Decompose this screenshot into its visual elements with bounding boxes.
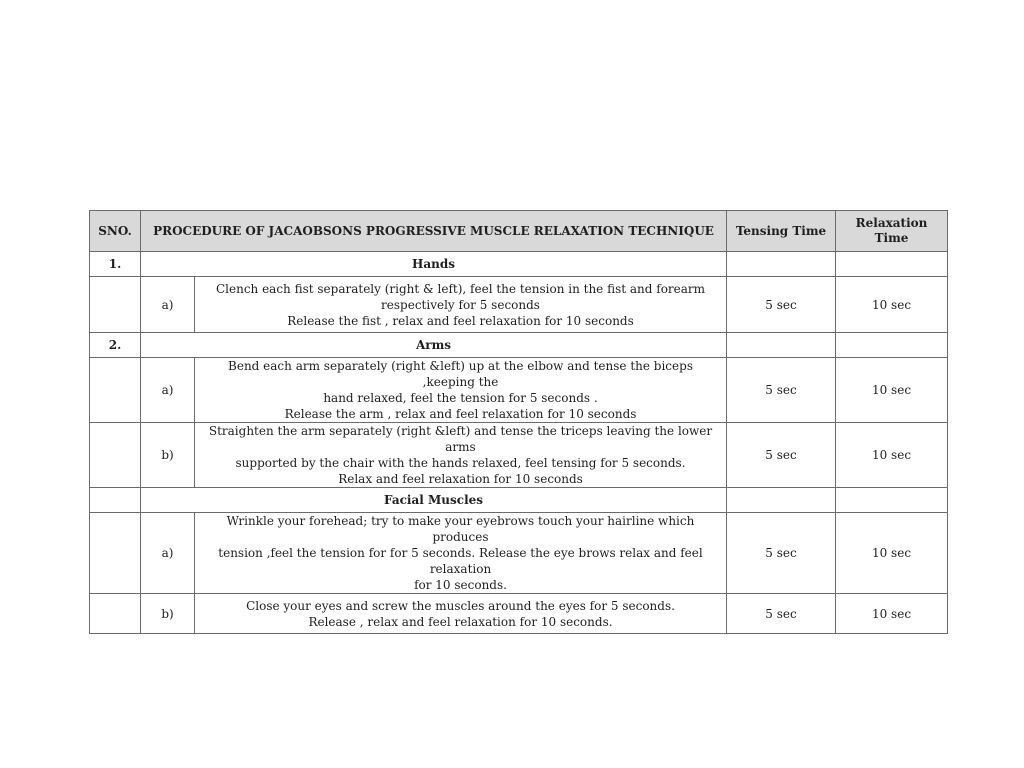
procedure-cell xyxy=(195,358,727,423)
row-sub-label: a) xyxy=(141,277,195,333)
table-row xyxy=(90,358,948,423)
empty-cell xyxy=(727,252,836,277)
procedure-line: Release the arm , relax and feel relaxation for 10 seconds xyxy=(284,407,637,421)
table-row xyxy=(90,594,948,634)
procedure-line: Straighten the arm separately (right &left) and tense the triceps leaving the lower arms xyxy=(208,424,713,454)
procedure-cell xyxy=(195,513,727,594)
section-title: Hands xyxy=(141,252,727,277)
procedure-line: for 10 seconds. xyxy=(414,578,507,592)
procedure-line: hand relaxed, feel the tension for 5 seconds . xyxy=(323,391,598,405)
procedure-line: respectively for 5 seconds xyxy=(381,297,540,312)
empty-cell xyxy=(727,488,836,513)
header-procedure: PROCEDURE OF JACAOBSONS PROGRESSIVE MUSCLE RELAXATION TECHNIQUE xyxy=(141,211,727,252)
procedure-line: Release the fist , relax and feel relaxation for 10 seconds xyxy=(287,313,634,328)
procedure-cell xyxy=(195,423,727,488)
tensing-time-cell: 5 sec xyxy=(727,358,836,423)
tensing-time-cell: 5 sec xyxy=(727,423,836,488)
procedure-line: Release , relax and feel relaxation for 10 seconds. xyxy=(308,614,613,629)
row-sub-label: b) xyxy=(141,594,195,634)
section-row-arms xyxy=(90,333,948,358)
section-row-facial-muscles xyxy=(90,488,948,513)
relaxation-time-cell: 10 sec xyxy=(836,423,948,488)
empty-cell xyxy=(90,513,141,594)
table-row xyxy=(90,277,948,333)
empty-cell xyxy=(727,333,836,358)
table-row xyxy=(90,513,948,594)
empty-cell xyxy=(90,358,141,423)
relaxation-time-cell: 10 sec xyxy=(836,358,948,423)
section-title: Arms xyxy=(141,333,727,358)
header-relaxation-time: Relaxation Time xyxy=(836,211,948,252)
procedure-line: supported by the chair with the hands relaxed, feel tensing for 5 seconds. xyxy=(235,456,686,470)
row-sub-label: a) xyxy=(141,513,195,594)
empty-cell xyxy=(836,252,948,277)
row-sub-label: a) xyxy=(141,358,195,423)
procedure-cell xyxy=(195,594,727,634)
header-sno: SNO. xyxy=(90,211,141,252)
procedure-line: Clench each fist separately (right & left), feel the tension in the fist and forearm xyxy=(215,281,706,296)
tensing-time-cell: 5 sec xyxy=(727,594,836,634)
section-sno: 1. xyxy=(90,252,141,277)
tensing-time-cell: 5 sec xyxy=(727,513,836,594)
procedure-line: Close your eyes and screw the muscles around the eyes for 5 seconds. xyxy=(246,598,675,613)
table-header-row xyxy=(90,211,948,252)
row-sub-label: b) xyxy=(141,423,195,488)
empty-cell xyxy=(90,277,141,333)
section-row-hands xyxy=(90,252,948,277)
procedure-line: tension ,feel the tension for for 5 seconds. Release the eye brows relax and feel relaxation xyxy=(218,546,703,576)
empty-cell xyxy=(836,333,948,358)
procedure-line: Wrinkle your forehead; try to make your eyebrows touch your hairline which produces xyxy=(226,514,695,544)
empty-cell xyxy=(836,488,948,513)
relaxation-time-cell: 10 sec xyxy=(836,513,948,594)
table-row xyxy=(90,423,948,488)
relaxation-time-cell: 10 sec xyxy=(836,594,948,634)
empty-cell xyxy=(90,594,141,634)
relaxation-time-cell: 10 sec xyxy=(836,277,948,333)
empty-cell xyxy=(90,423,141,488)
procedure-cell xyxy=(195,277,727,333)
procedure-line: Relax and feel relaxation for 10 seconds xyxy=(338,472,583,486)
relaxation-technique-table xyxy=(89,210,948,634)
tensing-time-cell: 5 sec xyxy=(727,277,836,333)
section-sno xyxy=(90,488,141,513)
section-title: Facial Muscles xyxy=(141,488,727,513)
header-tensing-time: Tensing Time xyxy=(727,211,836,252)
procedure-line: Bend each arm separately (right &left) up at the elbow and tense the biceps ,keeping the xyxy=(228,359,693,389)
section-sno: 2. xyxy=(90,333,141,358)
